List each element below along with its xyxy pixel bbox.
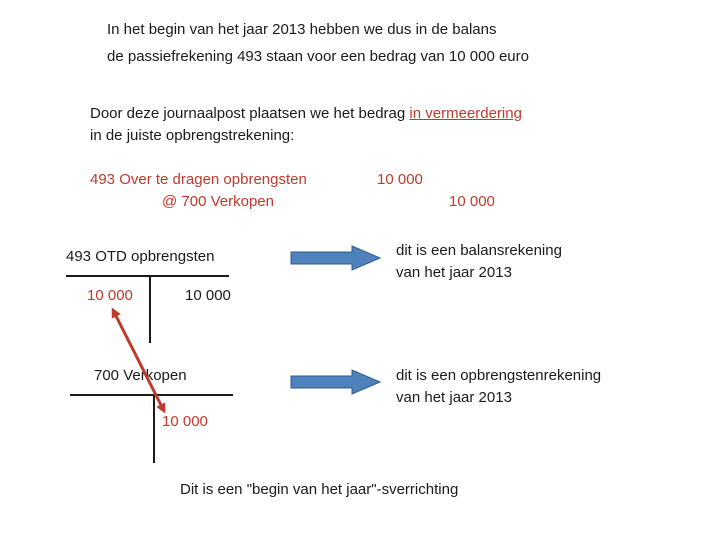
t-account-493-title: 493 OTD opbrengsten (66, 248, 215, 265)
t-account-700-note-line-1: dit is een opbrengstenrekening (396, 367, 602, 384)
arrow-to-balance-note-icon (291, 246, 380, 270)
t-account-700-title: 700 Verkopen (94, 367, 187, 384)
t-account-493-note-line-1: dit is een balansrekening (396, 242, 562, 259)
arrow-to-revenue-note-icon (291, 370, 380, 394)
journal-explanation-line-2: in de juiste opbrengstrekening: (90, 127, 295, 144)
journal-credit-amount: 10 000 (449, 193, 495, 210)
footer-note: Dit is een "begin van het jaar"-sverrichting (180, 481, 459, 498)
intro-line-1: In het begin van het jaar 2013 hebben we dus in de balans (107, 21, 497, 38)
journal-debit-amount: 10 000 (377, 171, 423, 188)
journal-explanation-prefix: Door deze journaalpost plaatsen we het bedrag (90, 105, 410, 122)
vermeerdering-highlight: in vermeerdering (409, 105, 522, 122)
t-account-493-note-line-2: van het jaar 2013 (396, 264, 512, 281)
intro-line-2: de passiefrekening 493 staan voor een bedrag van 10 000 euro (107, 48, 529, 65)
journal-debit-account: 493 Over te dragen opbrengsten (90, 171, 307, 188)
t-account-493-debit: 10 000 (87, 287, 133, 304)
t-account-493-credit: 10 000 (185, 287, 231, 304)
journal-credit-account: @ 700 Verkopen (162, 193, 274, 210)
t-account-700-note-line-2: van het jaar 2013 (396, 389, 512, 406)
t-account-700-credit: 10 000 (162, 413, 208, 430)
